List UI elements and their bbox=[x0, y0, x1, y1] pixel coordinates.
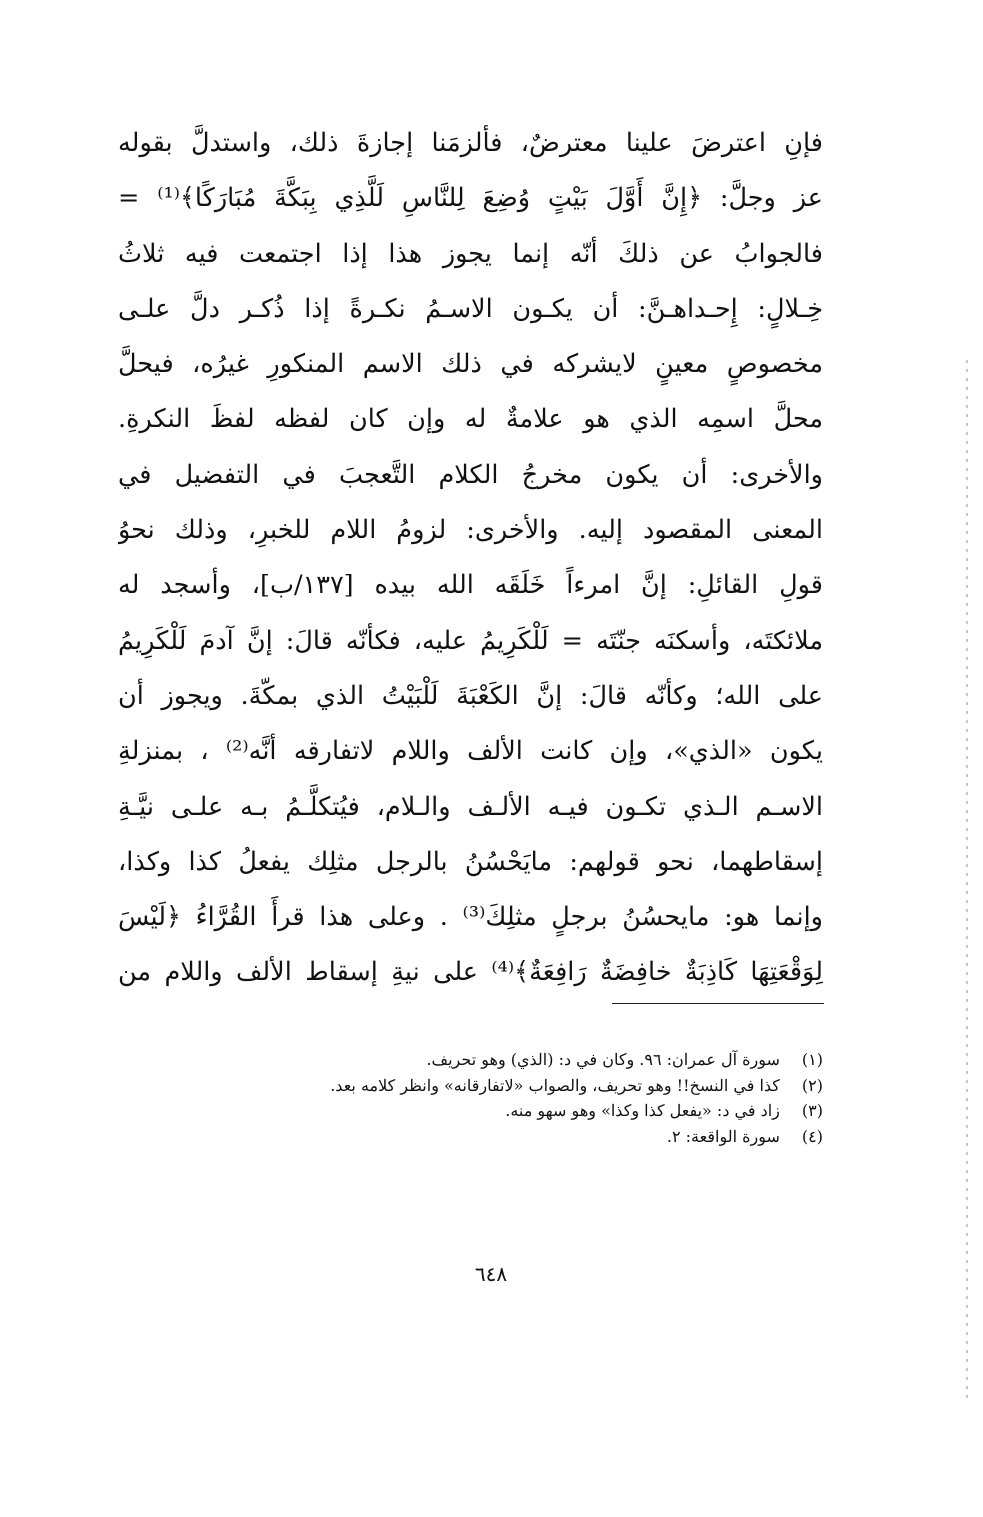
main-text bbox=[118, 116, 823, 1001]
page-number: ٦٤٨ bbox=[474, 1262, 508, 1286]
footnote-text: سورة آل عمران: ٩٦. وكان في د: (الذي) وهو تحريف. bbox=[426, 1050, 780, 1069]
footnote-number: (٢) bbox=[801, 1075, 823, 1095]
text-line: وإنما هو: مايحسُنُ برجلٍ مثلِكَ⁽³⁾ . وعلى هذا قرأَ القُرَّاءُ ﴿لَيْسَ bbox=[118, 902, 823, 933]
text-line: قولِ القائلِ: إنَّ امرءاً خَلَقَه الله بيده [١٣٧/ب]، وأسجد له bbox=[118, 570, 823, 601]
footnote-number: (٤) bbox=[801, 1126, 823, 1146]
footnote bbox=[150, 1073, 823, 1099]
footnote-text: زاد في د: «يفعل كذا وكذا» وهو سهو منه. bbox=[505, 1101, 780, 1120]
text-line: إسقاطهما، نحو قولهم: مايَحْسُنُ بالرجل مثلِك يفعلُ كذا وكذا، bbox=[118, 846, 823, 877]
text-line: الاسـم الـذي تكـون فيـه الألـف والـلام، فيُتكلَّـمُ بـه علـى نيَّـةِ bbox=[118, 791, 823, 822]
text-line: فالجوابُ عن ذلكَ أنّه إنما يجوز هذا إذا اجتمعت فيه ثلاثُ bbox=[118, 238, 823, 269]
footnote-number: (٣) bbox=[801, 1101, 823, 1120]
text-line: خِـلالٍ: إِحـداهـنَّ: أن يكـون الاسـمُ نكـرةً إذا ذُكـر دلَّ علـى bbox=[118, 293, 823, 324]
text-line: والأخرى: أن يكون مخرجُ الكلام التَّعجبَ في التفضيل في bbox=[118, 459, 823, 490]
text-line: يكون «الذي»، وإن كانت الألف واللام لاتفارقه أنَّه⁽²⁾ ، بمنزلةِ bbox=[118, 736, 823, 767]
text-line: المعنى المقصود إليه. والأخرى: لزومُ اللام للخبرِ، وذلك نحوُ bbox=[118, 515, 823, 546]
text-line: ملائكتَه، وأسكنَه جنّتَه = لَلْكَرِيمُ عليه، فكأنّه قالَ: إنَّ آدمَ لَلْكَرِيمُ bbox=[118, 625, 823, 656]
footnotes bbox=[150, 1047, 823, 1149]
footnote bbox=[150, 1124, 823, 1150]
scan-edge-mark bbox=[966, 360, 968, 1400]
text-line: على الله؛ وكأنّه قالَ: إنَّ الكَعْبَةَ لَلْبَيْتُ الذي بمكّةَ. ويجوز أن bbox=[118, 680, 823, 711]
text-line: مخصوصٍ معينٍ لايشركه في ذلك الاسم المنكورِ غيرُه، فيحلَّ bbox=[118, 349, 823, 380]
text-line: لِوَقْعَتِهَا كَاذِبَةٌ خافِضَةٌ رَافِعَةٌ﴾⁽⁴⁾ على نيةِ إسقاط الألف واللام من bbox=[118, 957, 823, 988]
footnote-text: سورة الواقعة: ٢. bbox=[666, 1126, 780, 1146]
footnote-separator bbox=[612, 1003, 824, 1004]
text-line: عز وجلَّ: ﴿إِنَّ أَوَّلَ بَيْتٍ وُضِعَ لِلنَّاسِ لَلَّذِي بِبَكَّةَ مُبَارَكًا﴾⁽¹⁾ = bbox=[118, 183, 823, 214]
footnote-text: كذا في النسخ!! وهو تحريف، والصواب «لاتفارقانه» وانظر كلامه بعد. bbox=[330, 1075, 780, 1095]
footnote bbox=[150, 1047, 823, 1073]
text-line: فإنِ اعترضَ علينا معترضٌ، فألزمَنا إجازةَ ذلك، واستدلَّ بقوله bbox=[118, 128, 823, 158]
text-line: محلَّ اسمِه الذي هو علامةٌ له وإن كان لفظه لفظَ النكرةِ. bbox=[118, 404, 823, 435]
footnote-number: (١) bbox=[801, 1050, 823, 1069]
footnote bbox=[150, 1098, 823, 1124]
